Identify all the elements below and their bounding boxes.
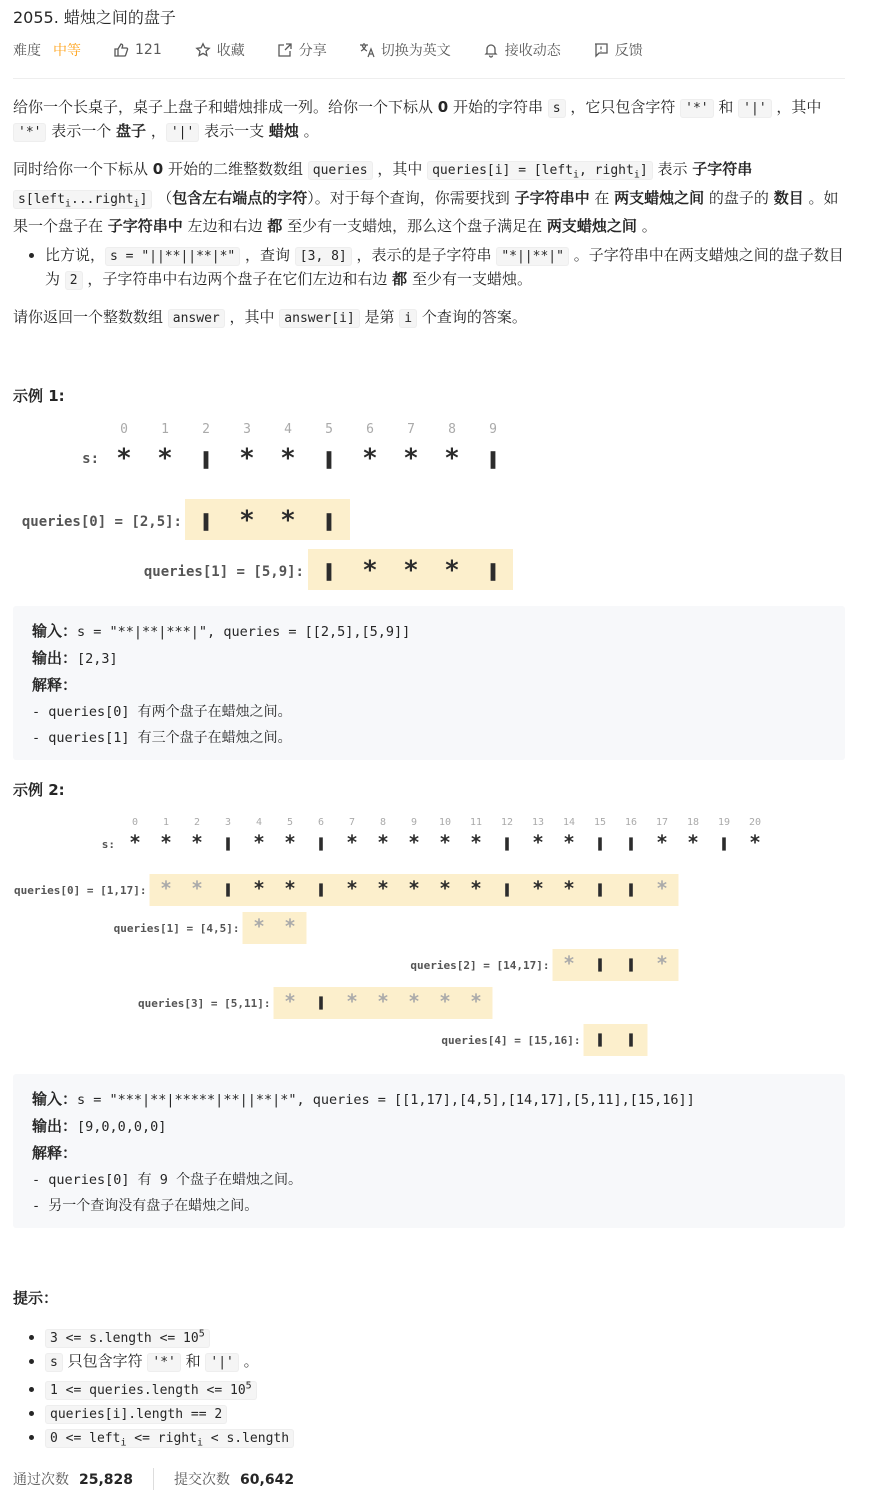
text: ，其中 [372, 160, 428, 178]
description-paragraph-1 [13, 96, 845, 144]
inline-code: s = "||**||**|*" [105, 247, 240, 266]
hint-item [45, 1402, 845, 1426]
text: 在 [589, 188, 615, 207]
example-2-io-block [13, 1074, 845, 1228]
output-label: 输出： [32, 649, 78, 667]
code-part: 0 <= left [50, 1430, 121, 1446]
text: 只包含字符 [62, 1352, 148, 1371]
bold-text: 都 [267, 217, 283, 236]
inline-code [45, 1429, 294, 1448]
plate-mark: * [253, 877, 265, 901]
hint-item [45, 1426, 845, 1455]
inline-code: '*' [680, 99, 713, 118]
plate-mark: * [362, 443, 378, 474]
bold-text: 都 [392, 270, 408, 288]
switch-language-button[interactable] [359, 40, 451, 60]
star-icon [195, 42, 211, 58]
candle-mark [491, 563, 496, 581]
explain-label: 解释： [32, 676, 78, 694]
plate-mark: * [439, 831, 451, 855]
index-label: 1 [162, 817, 170, 828]
plate-mark: * [116, 443, 132, 474]
plate-mark: * [470, 831, 482, 855]
text: 给你一个长桌子，桌子上盘子和蜡烛排成一列。给你一个下标从 [13, 98, 438, 116]
candle-mark [226, 837, 230, 850]
index-label: 13 [531, 817, 545, 828]
switch-language-label: 切换为英文 [380, 43, 451, 59]
index-row [120, 422, 497, 437]
text: 开始的字符串 [448, 98, 548, 116]
example-1-heading: 示例 1: [13, 387, 65, 405]
plate-mark: * [239, 505, 255, 536]
text: 至少有一支蜡烛。 [407, 270, 532, 288]
inline-code [45, 1329, 210, 1348]
bold-text: 包含左右端点的字符 [172, 188, 308, 207]
candle-mark [319, 837, 323, 850]
subscript: i [120, 1437, 127, 1449]
plate-mark: * [749, 831, 761, 855]
bold-text: 子字符串中 [514, 188, 590, 207]
code-part: < s.length [202, 1430, 290, 1446]
hints-heading: 提示： [13, 1289, 59, 1307]
thumbs-up-icon [113, 42, 129, 58]
explain-text: 另一个查询没有盘子在蜡烛之间。 [48, 1198, 259, 1214]
inline-code: queries[i].length == 2 [45, 1405, 227, 1424]
hint-item [45, 1323, 845, 1350]
hints-list [13, 1323, 845, 1454]
inline-code [427, 161, 653, 180]
text: ，其中 [224, 308, 280, 326]
index-label: 3 [243, 422, 251, 437]
queries-rows [14, 874, 678, 1056]
description-example-bullet [13, 244, 845, 292]
plate-mark: * [563, 952, 575, 976]
candle-mark [629, 958, 633, 971]
problem-title: 2055. 蜡烛之间的盘子 [13, 8, 176, 27]
translate-icon [359, 42, 375, 58]
inline-code: i [399, 309, 417, 328]
index-label: 9 [410, 817, 418, 828]
candle-mark [505, 837, 509, 850]
text: 的盘子的 [704, 188, 774, 207]
plate-mark: * [408, 990, 420, 1014]
plate-mark: * [346, 877, 358, 901]
inline-code [13, 190, 152, 209]
plate-mark: * [403, 555, 419, 586]
like-button[interactable] [113, 42, 162, 58]
text: 和 [180, 1352, 206, 1371]
output-value: [2,3] [77, 651, 118, 667]
text: 。 [298, 122, 319, 140]
text: 同时给你一个下标从 [13, 160, 153, 178]
inline-code: "*||**|" [496, 247, 569, 266]
explain-code: - queries[1] [32, 730, 138, 746]
bold-text: 蜡烛 [268, 122, 299, 140]
bold-text: 盘子 [116, 122, 147, 140]
input-label: 输入： [32, 1090, 78, 1108]
hint-item [45, 1374, 845, 1401]
input-value: s = "**|**|***|", queries = [[2,5],[5,9]] [77, 624, 411, 640]
superscript: 5 [245, 1380, 252, 1392]
input-value: s = "***|**|*****|**||**|*", queries = [[1,17],[4,5],[14,17],[5,11],[15,16]] [77, 1092, 695, 1108]
candle-mark [629, 883, 633, 896]
text: 左边和右边 [182, 217, 268, 236]
explain-item [32, 1193, 826, 1219]
plate-mark: * [160, 877, 172, 901]
candle-mark [327, 513, 332, 531]
plate-mark: * [284, 877, 296, 901]
text: 是第 [359, 308, 400, 326]
example-2-diagram [0, 808, 873, 1060]
explain-text: 有 [137, 1172, 152, 1188]
index-label: 4 [255, 817, 263, 828]
plate-mark: * [656, 831, 668, 855]
plate-mark: * [444, 443, 460, 474]
code-part: 3 <= s.length <= 10 [50, 1331, 199, 1347]
inline-code: [3, 8] [295, 247, 352, 266]
candle-mark [629, 837, 633, 850]
input-line [32, 1086, 826, 1113]
bold-text: 0 [437, 98, 449, 116]
text: 请你返回一个整数数组 [13, 308, 168, 326]
explain-item [32, 699, 826, 725]
text: ，查询 [240, 246, 295, 264]
bold-text: 子字符串中 [107, 217, 183, 236]
list-item [45, 244, 845, 292]
candle-mark [226, 883, 230, 896]
plate-mark: * [470, 990, 482, 1014]
text: ，它只包含字符 [565, 98, 681, 116]
share-label: 分享 [298, 43, 327, 59]
plate-mark: * [280, 443, 296, 474]
candle-mark [505, 883, 509, 896]
text: 开始的二维整数数组 [163, 160, 308, 178]
index-label: 8 [379, 817, 387, 828]
explain-code: - [32, 1198, 49, 1214]
difficulty-badge: 中等 [53, 43, 81, 59]
submitted-count: 60,642 [240, 1472, 295, 1488]
subscribe-button[interactable] [483, 40, 561, 60]
explain-text: 有三个盘子在蜡烛之间。 [137, 730, 292, 746]
example-1-io-block [13, 606, 845, 760]
explain-line [32, 672, 826, 699]
query-highlight [243, 912, 307, 944]
index-label: 19 [717, 817, 731, 828]
header-divider [13, 78, 845, 79]
explain-label: 解释： [32, 1144, 78, 1162]
index-label: 2 [202, 422, 210, 437]
inline-code: '|' [738, 99, 771, 118]
s-chars-row [129, 831, 761, 854]
index-label: 12 [500, 817, 514, 828]
text: ，表示的是子字符串 [351, 246, 497, 264]
index-label: 11 [469, 817, 483, 828]
submitted-label: 提交次数 [174, 1472, 231, 1488]
meta-bar [13, 40, 643, 60]
input-label: 输入： [32, 622, 78, 640]
index-label: 8 [448, 422, 456, 437]
feedback-icon [593, 42, 609, 58]
plate-mark: * [280, 505, 296, 536]
inline-code: answer [168, 309, 225, 328]
bold-text: 两支蜡烛之间 [546, 217, 637, 236]
text: 表示 [652, 160, 693, 178]
index-label: 18 [686, 817, 700, 828]
output-label: 输出： [32, 1117, 78, 1135]
candle-mark [598, 883, 602, 896]
inline-code: '|' [166, 123, 199, 142]
favorite-label: 收藏 [216, 43, 245, 59]
plate-mark: * [532, 877, 544, 901]
bold-text: 子字符串 [692, 160, 753, 178]
share-button[interactable] [277, 40, 327, 60]
subscript: i [573, 169, 580, 181]
explain-line [32, 1140, 826, 1167]
index-label: 7 [348, 817, 356, 828]
accepted-count: 25,828 [79, 1472, 134, 1488]
text: 表示一个 [46, 122, 117, 140]
plate-mark: * [253, 915, 265, 939]
plate-mark: * [408, 877, 420, 901]
candle-mark [598, 1033, 602, 1046]
input-line [32, 618, 826, 645]
text: ）。对于每个查询，你需要找到 [307, 188, 515, 207]
index-label: 5 [286, 817, 294, 828]
plate-mark: * [470, 877, 482, 901]
inline-code: '*' [147, 1353, 180, 1372]
plate-mark: * [377, 990, 389, 1014]
text: 。 [238, 1352, 259, 1371]
hint-item [45, 1350, 845, 1374]
explain-code: - queries[0] [32, 1172, 138, 1188]
plate-mark: * [284, 831, 296, 855]
explain-code: - queries[0] [32, 704, 138, 720]
index-label: 7 [407, 422, 415, 437]
index-row [132, 817, 761, 828]
inline-code: '|' [205, 1353, 238, 1372]
plate-mark: * [157, 443, 173, 474]
inline-code [45, 1381, 257, 1400]
output-line [32, 645, 826, 672]
bell-icon [483, 42, 499, 58]
plate-mark: * [408, 831, 420, 855]
query-highlight [584, 1024, 648, 1056]
plate-mark: * [160, 831, 172, 855]
plate-mark: * [191, 877, 203, 901]
candle-mark [319, 996, 323, 1009]
candle-mark [204, 513, 209, 531]
candle-mark [491, 451, 496, 469]
text: 比方说， [45, 246, 106, 264]
query-label: queries[1] = [4,5]: [113, 922, 240, 935]
s-chars-row [116, 444, 495, 474]
index-label: 16 [624, 817, 638, 828]
difficulty-label: 难度 [13, 43, 41, 59]
plate-mark: * [191, 831, 203, 855]
plate-mark: * [377, 877, 389, 901]
plate-mark: * [444, 555, 460, 586]
plate-mark: * [656, 952, 668, 976]
plate-mark: * [284, 990, 296, 1014]
index-label: 6 [366, 422, 374, 437]
index-label: 0 [131, 817, 139, 828]
text: 。子字符串中在两支蜡烛之间的盘子数目为 [45, 246, 844, 288]
candle-mark [327, 451, 332, 469]
text: 表示一支 [199, 122, 269, 140]
index-label: 0 [120, 422, 128, 437]
example-2-heading: 示例 2: [13, 781, 65, 799]
code-part: <= right [126, 1430, 197, 1446]
code-part: queries[i] = [left [432, 163, 573, 178]
explain-item [32, 725, 826, 751]
code-part: ] [639, 163, 648, 178]
plate-mark: * [129, 831, 141, 855]
candle-mark [598, 958, 602, 971]
description-paragraph-2 [13, 158, 845, 238]
superscript: 5 [198, 1329, 205, 1340]
like-count: 121 [135, 42, 162, 58]
text: 和 [713, 98, 739, 116]
inline-code: answer[i] [279, 309, 359, 328]
plate-mark: * [532, 831, 544, 855]
text: 至少有一支蜡烛，那么这个盘子满足在 [282, 217, 547, 236]
plate-mark: * [284, 915, 296, 939]
plate-mark: * [362, 555, 378, 586]
query-label: queries[2] = [14,17]: [410, 959, 550, 972]
query-0-label: queries[0] = [2,5]: [21, 514, 182, 530]
explain-item [32, 1167, 826, 1193]
code-part: , right [579, 163, 634, 178]
index-label: 6 [317, 817, 325, 828]
plate-mark: * [403, 443, 419, 474]
subscribe-label: 接收动态 [504, 43, 561, 59]
candle-mark [629, 1033, 633, 1046]
inline-code: s [548, 99, 566, 118]
text: （ [152, 188, 173, 207]
plate-mark: * [439, 990, 451, 1014]
code-part: s[left [18, 191, 65, 207]
query-0-highlight [185, 499, 350, 540]
explain-number: 9 [151, 1172, 177, 1188]
plate-mark: * [377, 831, 389, 855]
code-part: ] [139, 191, 148, 207]
index-label: 2 [193, 817, 201, 828]
stats-bar [13, 1468, 294, 1490]
bold-text: 0 [152, 160, 164, 178]
plate-mark: * [563, 831, 575, 855]
plate-mark: * [253, 831, 265, 855]
code-part: ...right [71, 191, 134, 207]
subscript: i [133, 198, 140, 210]
index-label: 9 [489, 422, 497, 437]
index-label: 15 [593, 817, 607, 828]
text: ，其中 [771, 98, 822, 116]
index-label: 20 [748, 817, 762, 828]
index-label: 17 [655, 817, 669, 828]
plate-mark: * [687, 831, 699, 855]
index-label: 14 [562, 817, 576, 828]
example-1-diagram [0, 410, 873, 595]
candle-mark [722, 837, 726, 850]
index-label: 10 [438, 817, 452, 828]
text: 个查询的答案。 [417, 308, 527, 326]
inline-code: 2 [65, 271, 83, 290]
accepted-label: 通过次数 [13, 1472, 69, 1488]
subscript: i [196, 1437, 203, 1449]
query-label: queries[4] = [15,16]: [441, 1034, 581, 1047]
favorite-button[interactable] [195, 40, 245, 60]
query-1-label: queries[1] = [5,9]: [143, 564, 304, 580]
inline-code: s [45, 1353, 63, 1372]
feedback-button[interactable] [593, 40, 643, 60]
plate-mark: * [656, 877, 668, 901]
stats-divider [153, 1468, 154, 1490]
subscript: i [64, 198, 71, 210]
plate-mark: * [346, 831, 358, 855]
accepted-stat [13, 1469, 133, 1489]
inline-code: queries [308, 161, 373, 180]
output-line [32, 1113, 826, 1140]
candle-mark [319, 883, 323, 896]
s-label: s: [82, 451, 99, 467]
description-paragraph-3 [13, 306, 845, 330]
inline-code: '*' [13, 123, 46, 142]
candle-mark [327, 563, 332, 581]
plate-mark: * [563, 877, 575, 901]
s-label: s: [101, 838, 115, 851]
bold-text: 两支蜡烛之间 [614, 188, 705, 207]
plate-mark: * [439, 877, 451, 901]
share-icon [277, 42, 293, 58]
index-label: 4 [284, 422, 292, 437]
feedback-label: 反馈 [614, 43, 643, 59]
query-label: queries[3] = [5,11]: [138, 997, 271, 1010]
code-part: 1 <= queries.length <= 10 [50, 1382, 246, 1398]
explain-text: 有两个盘子在蜡烛之间。 [137, 704, 292, 720]
explain-text: 个盘子在蜡烛之间。 [176, 1172, 303, 1188]
index-label: 5 [325, 422, 333, 437]
text: 。如果一个盘子在 [13, 188, 839, 236]
output-value: [9,0,0,0,0] [77, 1119, 167, 1135]
plate-mark: * [346, 990, 358, 1014]
query-label: queries[0] = [1,17]: [14, 884, 147, 897]
text: ，子字符串中右边两个盘子在它们左边和右边 [82, 270, 393, 288]
candle-mark [598, 837, 602, 850]
candle-mark [204, 451, 209, 469]
bold-text: 数目 [773, 188, 804, 207]
text: ， [146, 122, 166, 140]
subscript: i [633, 169, 640, 181]
text: 。 [636, 217, 657, 236]
index-label: 1 [161, 422, 169, 437]
index-label: 3 [224, 817, 232, 828]
submitted-stat [174, 1469, 294, 1489]
plate-mark: * [239, 443, 255, 474]
